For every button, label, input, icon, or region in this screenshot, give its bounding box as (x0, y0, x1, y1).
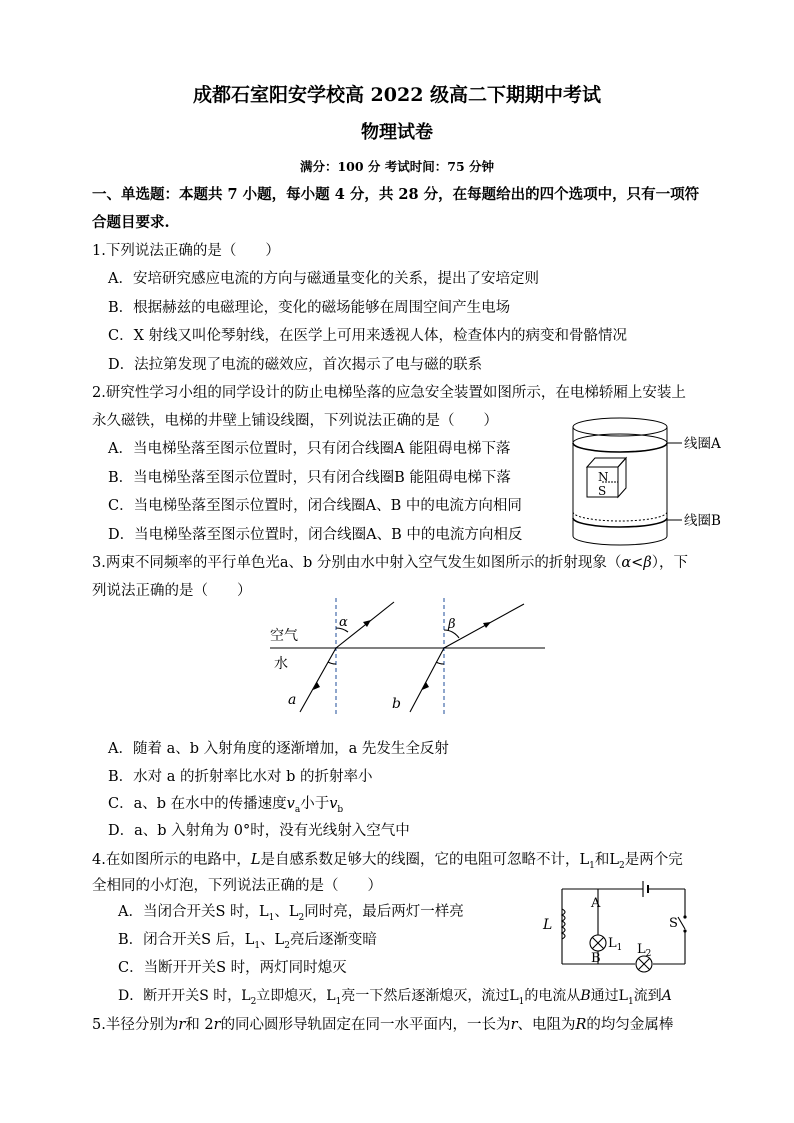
q3-stem-line2: 列说法正确的是（ ） (92, 583, 252, 599)
lamp-l2-label: $L_2$ (637, 942, 652, 959)
inductor-label: L (543, 917, 553, 933)
q1-stem: 1.下列说法正确的是（ ） (92, 243, 280, 259)
q2-option-c: C．当电梯坠落至图示位置时，闭合线圈A、B 中的电流方向相同 (108, 498, 522, 514)
elevator-figure (560, 410, 730, 560)
q4-option-d: D．断开开关S 时，$L_2$立即熄灭，$L_1$亮一下然后逐渐熄灭，流过$L_1$的电流从B通过$L_1$流到A (118, 988, 672, 1007)
page-title: 成都石室阳安学校高 2022 级高二下期期中考试 (192, 84, 602, 106)
alpha-label: α (339, 615, 348, 630)
q4-stem-line1: 4.在如图所示的电路中，L是自感系数足够大的线圈，它的电阻可忽略不计，$L_1$和$L_2$是两个完 (92, 852, 683, 871)
q3-option-c: C．a、b 在水中的传播速度$v_a$小于$v_b$ (108, 796, 344, 815)
q4-option-c: C．当断开开关S 时，两灯同时熄灭 (118, 960, 347, 976)
q4-option-b: B．闭合开关S 后，$L_1$、$L_2$亮后逐渐变暗 (118, 932, 377, 951)
q1-option-c: C．X 射线又叫伦琴射线，在医学上可用来透视人体，检查体内的病变和骨骼情况 (108, 328, 628, 344)
page-subtitle: 物理试卷 (361, 122, 433, 143)
beta-label: β (448, 617, 456, 632)
ray-a-incident (300, 648, 336, 712)
q4-stem-line2: 全相同的小灯泡，下列说法正确的是（ ） (92, 878, 382, 894)
section-heading-line2: 合题目要求. (92, 214, 170, 231)
q1-option-a: A．安培研究感应电流的方向与磁通量变化的关系，提出了安培定则 (108, 271, 539, 287)
q3-stem-line1: 3.两束不同频率的平行单色光a、b 分别由水中射入空气发生如图所示的折射现象（α<β），下 (92, 555, 688, 571)
refraction-figure (260, 592, 550, 722)
q3-option-a: A．随着 a、b 入射角度的逐渐增加，a 先发生全反射 (108, 741, 449, 757)
ray-b-label: b (392, 696, 401, 712)
magnet-s-label: S (598, 484, 607, 498)
node-a-label: A (591, 896, 601, 911)
coil-b-label: 线圈B (684, 513, 721, 529)
water-label: 水 (274, 656, 288, 672)
ray-b-arrow-upper (483, 622, 491, 628)
section-heading-line1: 一、单选题：本题共 7 小题，每小题 4 分，共 28 分，在每题给出的四个选项中，只有一项符 (92, 186, 700, 203)
exam-info: 满分：100 分 考试时间：75 分钟 (299, 159, 495, 174)
ray-b-incident (410, 648, 444, 712)
q2-option-b: B．当电梯坠落至图示位置时，只有闭合线圈B 能阻碍电梯下落 (108, 470, 511, 486)
q2-option-d: D．当电梯坠落至图示位置时，闭合线圈A、B 中的电流方向相反 (108, 527, 523, 543)
q3-condition: α<β (621, 555, 652, 571)
lamp-l1-label: $L_1$ (608, 936, 623, 953)
ray-b-refracted (444, 604, 524, 648)
coil-b-ring (573, 518, 667, 527)
q3-option-b: B．水对 a 的折射率比水对 b 的折射率小 (108, 769, 373, 785)
circuit-figure (535, 877, 695, 977)
q2-stem-line1: 2.研究性学习小组的同学设计的防止电梯坠落的应急安全装置如图所示，在电梯轿厢上安装上 (92, 385, 686, 401)
switch-label: S (669, 916, 678, 931)
q1-option-d: D．法拉第发现了电流的磁效应，首次揭示了电与磁的联系 (108, 357, 483, 373)
node-b-label: B (591, 951, 601, 966)
air-label: 空气 (270, 628, 298, 644)
q1-option-b: B．根据赫兹的电磁理论，变化的磁场能够在周围空间产生电场 (108, 300, 511, 316)
ray-b-arrow-lower (422, 682, 429, 690)
coil-a-label: 线圈A (684, 436, 721, 452)
q2-stem-line2: 永久磁铁，电梯的井壁上铺设线圈，下列说法正确的是（ ） (92, 413, 498, 429)
q4-option-a: A．当闭合开关S 时，$L_1$、$L_2$同时亮，最后两灯一样亮 (118, 904, 464, 923)
q3-option-d: D．a、b 入射角为 0°时，没有光线射入空气中 (108, 823, 410, 839)
q2-option-a: A．当电梯坠落至图示位置时，只有闭合线圈A 能阻碍电梯下落 (108, 441, 511, 457)
switch-blade (678, 917, 685, 929)
magnet-n-label: N (598, 470, 609, 484)
ray-a-label: a (288, 692, 297, 708)
q5-stem: 5.半径分别为r和 2r的同心圆形导轨固定在同一水平面内，一长为r、电阻为R的均匀金属棒 (92, 1017, 674, 1033)
